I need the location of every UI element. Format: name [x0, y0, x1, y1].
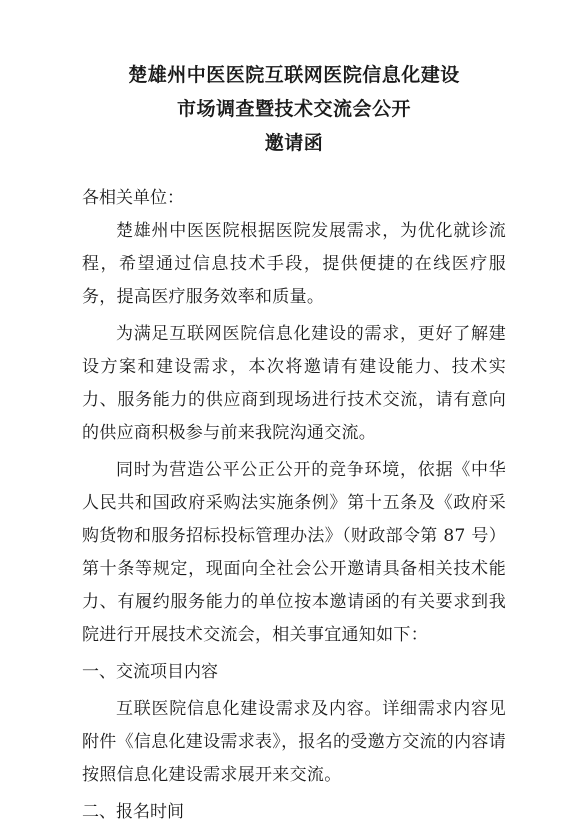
paragraph-content: 互联医院信息化建设需求及内容。详细需求内容见附件《信息化建设需求表》，报名的受邀方交流的内容请按照信息化建设需求展开来交流。	[82, 699, 506, 785]
salutation: 各相关单位：	[82, 188, 184, 208]
document-title	[82, 58, 506, 160]
title-line-1: 楚雄州中医医院互联网医院信息化建设	[128, 64, 460, 86]
paragraph-legal-basis: 同时为营造公平公正公开的竞争环境，依据《中华人民共和国政府采购法实施条例》第十五条及《政府采购货物和服务招标投标管理办法》（财政部令第 87 号）第十条等规定，现面向全社会公开邀请具备相关技术能力、有履约服务能力的单位按本邀请函的有关要求到我院进行开展技术交流会，相关事宜通知如下：	[82, 460, 506, 645]
paragraph-purpose: 为满足互联网医院信息化建设的需求，更好了解建设方案和建设需求，本次将邀请有建设能力、技术实力、服务能力的供应商到现场进行技术交流，请有意向的供应商积极参与前来我院沟通交流。	[82, 324, 506, 443]
title-line-3: 邀请函	[264, 132, 324, 154]
title-line-2: 市场调查暨技术交流会公开	[176, 98, 411, 120]
section-heading-registration-time: 二、报名时间	[82, 802, 184, 822]
section-heading-content: 一、交流项目内容	[82, 662, 218, 682]
paragraph-intro: 楚雄州中医医院根据医院发展需求，为优化就诊流程，希望通过信息技术手段，提供便捷的在线医疗服务，提高医疗服务效率和质量。	[82, 221, 506, 307]
